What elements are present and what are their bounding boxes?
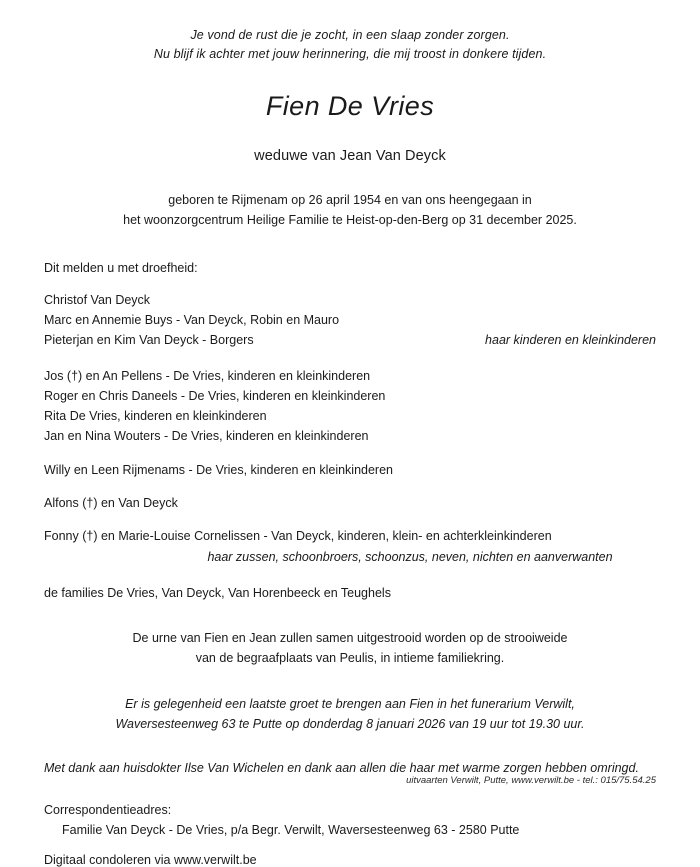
family-line: Rita De Vries, kinderen en kleinkinderen: [44, 409, 267, 423]
family-line: Roger en Chris Daneels - De Vries, kinderen en kleinkinderen: [44, 388, 386, 403]
correspondence-address: Familie Van Deyck - De Vries, p/a Begr. Verwilt, Waversesteenweg 63 - 2580 Putte: [62, 822, 520, 837]
farewell-info: [44, 694, 656, 735]
epitaph-line-2: Nu blijf ik achter met jouw herinnering, die mij troost in donkere tijden.: [153, 47, 547, 62]
deceased-name: Fien De Vries: [265, 90, 435, 121]
ashes-line-1: De urne van Fien en Jean zullen samen uitgestrooid worden op de strooiweide: [132, 630, 568, 645]
ashes-info: [44, 628, 656, 669]
announcement-intro: Dit melden u met droefheid:: [44, 260, 198, 275]
spouse-line: weduwe van Jean Van Deyck: [254, 147, 446, 164]
birth-death-line-1: geboren te Rijmenam op 26 april 1954 en van ons heengegaan in: [168, 192, 532, 207]
digital-condolences: Digitaal condoleren via www.verwilt.be: [44, 852, 257, 867]
family-line: [44, 330, 656, 350]
footer-credit: uitvaarten Verwilt, Putte, www.verwilt.be - tel.: 015/75.54.25: [406, 775, 656, 786]
families-line: de families De Vries, Van Deyck, Van Horenbeeck en Teughels: [44, 585, 391, 600]
family-group-siblings-1: [44, 366, 656, 447]
family-group-siblings-4: [44, 526, 656, 568]
farewell-line-1: Er is gelegenheid een laatste groet te brengen aan Fien in het funerarium Verwilt,: [125, 697, 575, 711]
family-line: Fonny (†) en Marie-Louise Cornelissen - Van Deyck, kinderen, klein- en achterkleinkinderen: [44, 529, 552, 543]
family-line: Jan en Nina Wouters - De Vries, kinderen en kleinkinderen: [44, 429, 369, 444]
ashes-line-2: van de begraafplaats van Peulis, in intieme familiekring.: [195, 650, 505, 665]
family-line: Christof Van Deyck: [44, 292, 151, 307]
birth-death-line-2: het woonzorgcentrum Heilige Familie te Heist-op-den-Berg op 31 december 2025.: [123, 212, 577, 227]
family-line-text: Pieterjan en Kim Van Deyck - Borgers: [44, 333, 254, 348]
family-line: Jos (†) en An Pellens - De Vries, kinderen en kleinkinderen: [44, 368, 371, 383]
epitaph-line-1: Je vond de rust die je zocht, in een slaap zonder zorgen.: [190, 28, 510, 42]
farewell-line-2: Waversesteenweg 63 te Putte op donderdag 8 januari 2026 van 19 uur tot 19.30 uur.: [115, 717, 585, 732]
family-group-siblings-3: [44, 493, 656, 513]
epitaph: [44, 26, 656, 65]
family-group-children: [44, 290, 656, 351]
family-group-note: haar kinderen en kleinkinderen: [485, 333, 656, 348]
family-group-siblings-2: [44, 460, 656, 480]
family-line: Marc en Annemie Buys - Van Deyck, Robin en Mauro: [44, 313, 340, 327]
birth-death-info: [44, 190, 656, 230]
family-line: Willy en Leen Rijmenams - De Vries, kinderen en kleinkinderen: [44, 462, 393, 477]
thanks-line: Met dank aan huisdokter Ilse Van Wichelen en dank aan allen die haar met warme zorgen hebben omringd.: [44, 760, 639, 775]
family-group-note: haar zussen, schoonbroers, schoonzus, neven, nichten en aanverwanten: [207, 550, 613, 565]
correspondence-title: Correspondentieadres:: [44, 802, 172, 817]
family-line: Alfons (†) en Van Deyck: [44, 495, 178, 510]
